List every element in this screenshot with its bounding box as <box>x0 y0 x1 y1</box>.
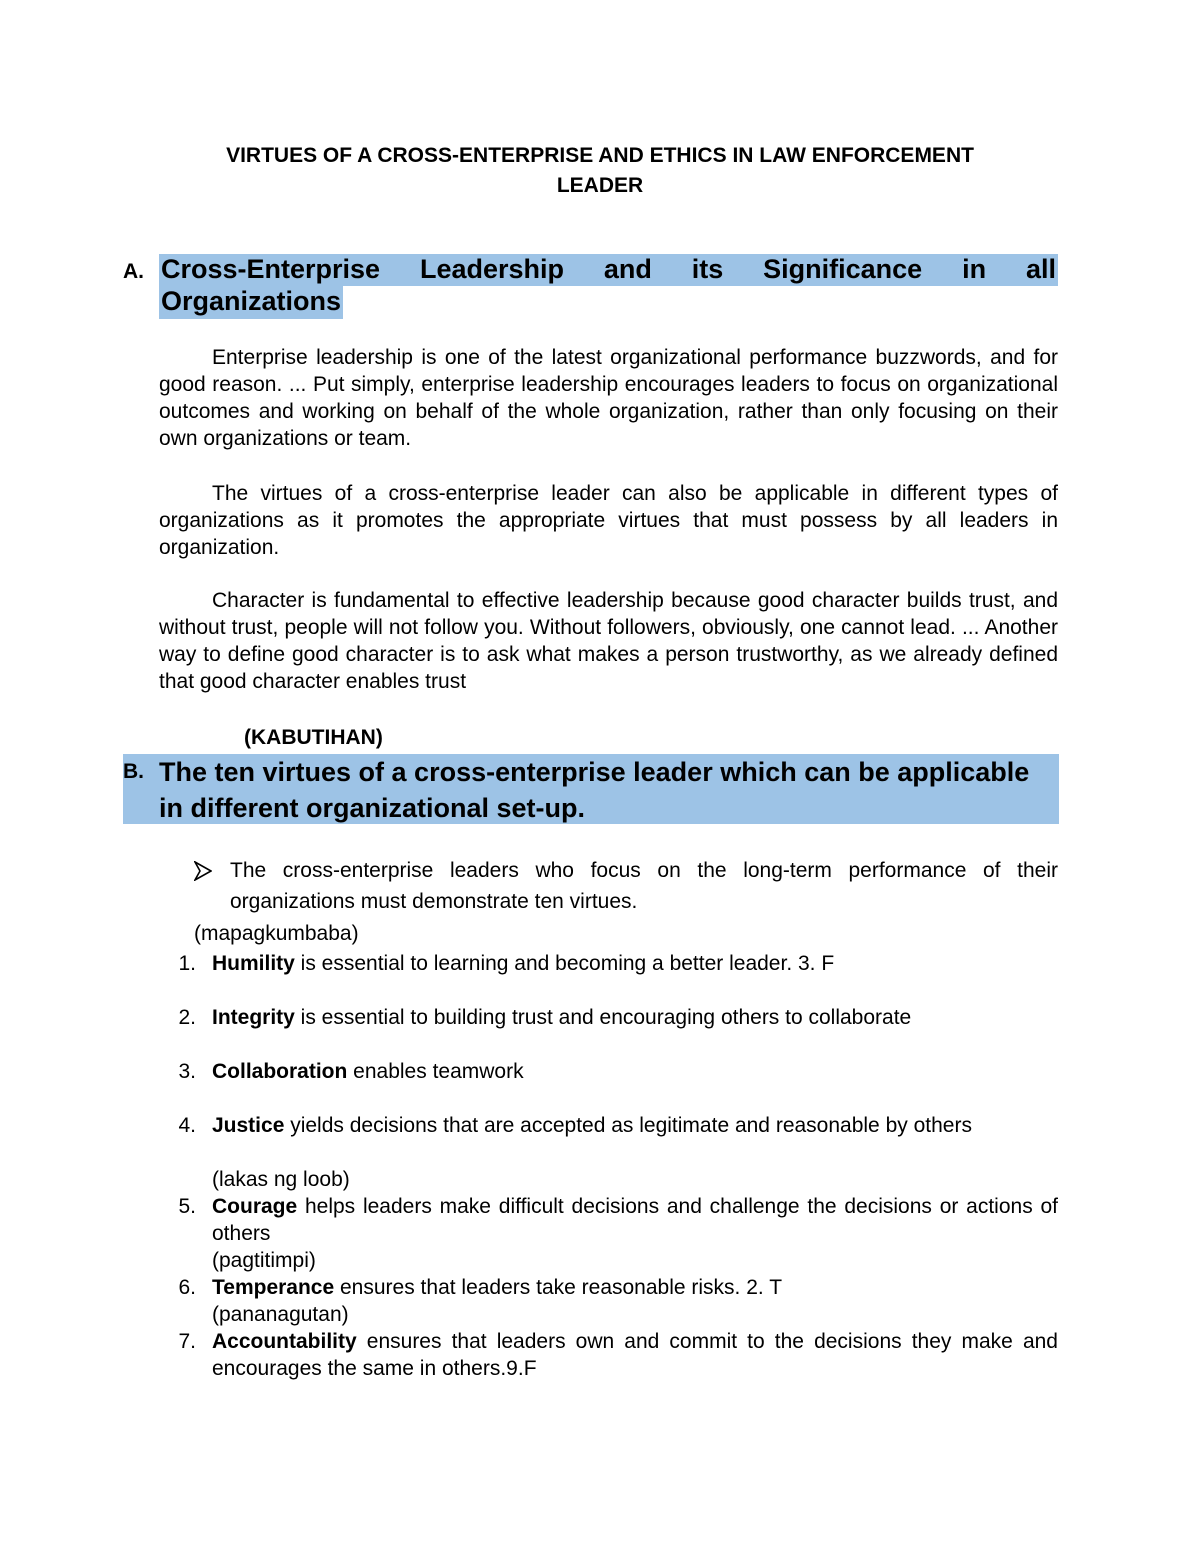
virtue-term: Temperance <box>212 1276 335 1299</box>
paragraph-character: Character is fundamental to effective leadership because good character builds trust, and without trust, people will not follow you. Without followers, obviously, one cannot lead. ... Another way to define good character is to ask what makes a person trustworthy, as we already defined that good character enables trust <box>159 589 1058 693</box>
virtue-description: is essential to learning and becoming a better leader. 3. F <box>294 952 835 975</box>
list-item-integrity <box>212 1004 1058 1031</box>
heading-word: all <box>1025 254 1056 284</box>
note-pagtitimpi: (pagtitimpi) <box>212 1249 316 1272</box>
virtue-description: yields decisions that are accepted as legitimate and reasonable by others <box>284 1114 972 1137</box>
list-number: 5. <box>178 1195 196 1218</box>
title-line-1: VIRTUES OF A CROSS-ENTERPRISE AND ETHICS IN LAW ENFORCEMENT <box>226 144 974 167</box>
list-number: 1. <box>178 952 196 975</box>
heading-word: Leadership <box>419 254 564 284</box>
list-number: 3. <box>178 1060 196 1083</box>
section-b-heading: The ten virtues of a cross-enterprise leader which can be applicable in different organizational set-up. <box>159 757 1030 823</box>
heading-word: its <box>691 254 724 284</box>
virtue-term: Justice <box>212 1114 285 1137</box>
list-number: 4. <box>178 1114 196 1137</box>
section-a-heading-line-1 <box>159 254 1058 286</box>
note-kabutihan: (KABUTIHAN) <box>244 726 383 749</box>
note-mapagkumbaba: (mapagkumbaba) <box>194 922 359 945</box>
section-a-letter: A. <box>123 260 144 283</box>
virtue-description: is essential to building trust and encouraging others to collaborate <box>294 1006 912 1029</box>
section-a-heading <box>159 254 1058 319</box>
arrowhead-bullet-icon <box>194 855 212 886</box>
heading-word: Cross-Enterprise <box>161 254 381 284</box>
document-title <box>150 141 1050 201</box>
heading-word: and <box>603 254 652 284</box>
list-item-temperance <box>212 1274 1058 1301</box>
list-item-courage <box>212 1193 1058 1247</box>
list-item-collaboration <box>212 1058 1058 1085</box>
virtue-term: Integrity <box>212 1006 295 1029</box>
virtue-term: Humility <box>212 952 295 975</box>
list-number: 6. <box>178 1276 196 1299</box>
list-item-justice <box>212 1112 1058 1139</box>
virtue-term: Accountability <box>212 1330 357 1353</box>
heading-word: in <box>962 254 987 284</box>
virtue-term: Collaboration <box>212 1060 348 1083</box>
list-item-accountability <box>212 1328 1058 1382</box>
list-number: 2. <box>178 1006 196 1029</box>
section-b-letter: B. <box>123 760 144 783</box>
virtue-description: helps leaders make difficult decisions and challenge the decisions or actions of others <box>212 1195 1058 1245</box>
bullet-text: The cross-enterprise leaders who focus on the long-term performance of their organizations must demonstrate ten virtues. <box>230 859 1058 913</box>
heading-word: Significance <box>763 254 923 284</box>
virtue-term: Courage <box>212 1195 298 1218</box>
virtue-description: enables teamwork <box>347 1060 524 1083</box>
section-a-heading-line-2: Organizations <box>159 286 343 319</box>
virtue-description: ensures that leaders take reasonable risks. 2. T <box>334 1276 783 1299</box>
note-pananagutan: (pananagutan) <box>212 1303 349 1326</box>
list-number: 7. <box>178 1330 196 1353</box>
paragraph-enterprise-leadership: Enterprise leadership is one of the latest organizational performance buzzwords, and for good reason. ... Put simply, enterprise leadership encourages leaders to focus on organizational outcomes and working on behalf of the whole organization, rather than only focusing on their own organizations or team. <box>159 346 1058 450</box>
virtue-description: ensures that leaders own and commit to the decisions they make and encourages the same in others.9.F <box>212 1330 1058 1380</box>
note-lakas-ng-loob: (lakas ng loob) <box>212 1168 350 1191</box>
list-item-humility <box>212 950 1058 977</box>
paragraph-virtues-applicable: The virtues of a cross-enterprise leader can also be applicable in different types of organizations as it promotes the appropriate virtues that must possess by all leaders in organization. <box>159 482 1058 559</box>
title-line-2: LEADER <box>556 174 644 197</box>
